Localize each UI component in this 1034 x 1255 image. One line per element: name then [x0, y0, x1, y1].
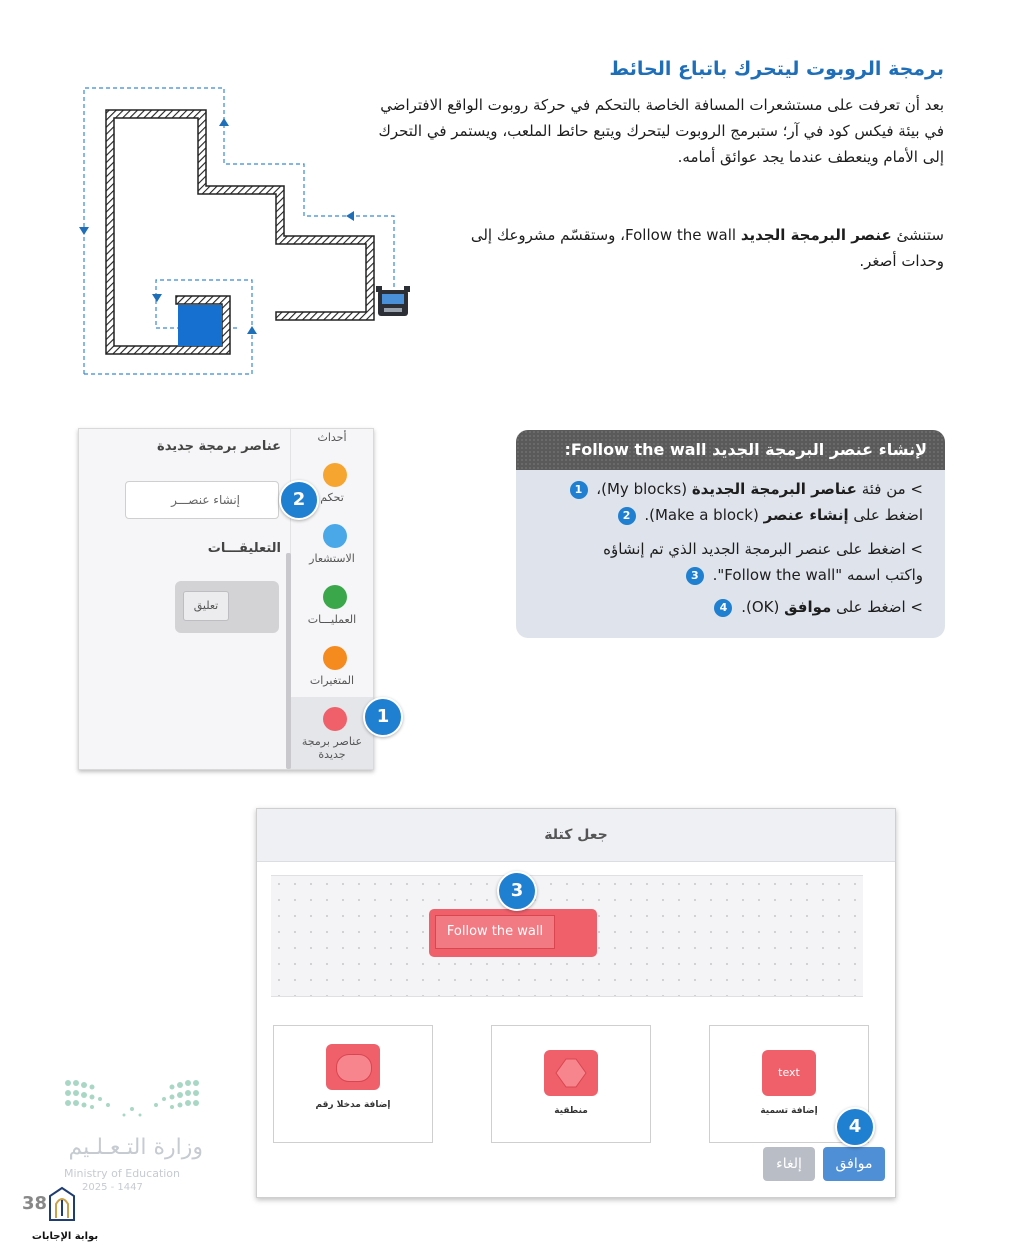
step-3-text: واكتب اسمه "Follow the wall". — [712, 566, 923, 584]
instruction-paragraph — [424, 222, 944, 274]
step-3-line-1 — [528, 536, 923, 562]
section-title: برمجة الروبوت ليتحرك باتباع الحائط — [609, 58, 944, 80]
category-sensing-dot[interactable] — [323, 524, 347, 548]
step-1-bold: عناصر البرمجة الجديدة — [691, 480, 857, 498]
step-4-suffix: (OK). — [741, 598, 785, 616]
category-events-label[interactable]: أحداث — [317, 431, 347, 444]
step-1 — [528, 476, 923, 502]
text-label-icon: text — [762, 1050, 816, 1096]
step-2-bold: إنشاء عنصر — [763, 506, 849, 524]
step-2-suffix: (Make a block). — [644, 506, 764, 524]
boolean-input-icon — [544, 1050, 598, 1096]
ministry-dots-icon — [58, 1075, 208, 1135]
category-operators-label[interactable]: العمليـــات — [307, 613, 357, 626]
step-number-badge: 3 — [686, 567, 704, 585]
path-arrow-up-inner — [247, 326, 257, 334]
path-arrow-down — [79, 227, 89, 235]
para2-text-b: Follow the wall، وستقسّم مشروعك إلى وحدات أصغر. — [470, 226, 944, 270]
step-3-prefix: > اضغط على عنصر البرمجة الجديد الذي تم إنشاؤه — [603, 540, 923, 558]
steps-header — [516, 430, 945, 470]
dialog-title: جعل كتلة — [544, 827, 608, 843]
maze-wall — [106, 110, 374, 354]
category-operators-dot[interactable] — [323, 585, 347, 609]
step-1-suffix: (My blocks)، — [596, 480, 692, 498]
steps-panel — [516, 430, 945, 638]
add-label-label: إضافة تسمية — [760, 1106, 818, 1116]
comments-heading: التعليقـــات — [207, 541, 281, 556]
site-logo-icon — [44, 1186, 80, 1228]
scrollbar[interactable] — [286, 553, 291, 769]
robot-icon — [376, 286, 410, 316]
add-boolean-label: منطقية — [554, 1106, 588, 1116]
number-input-icon — [326, 1044, 380, 1090]
step-number-badge: 2 — [618, 507, 636, 525]
category-control-label[interactable]: تحكم — [320, 491, 344, 504]
para2-text-a: ستنشئ — [891, 226, 944, 244]
callout-2: 2 — [279, 480, 319, 520]
add-number-input-option[interactable] — [273, 1025, 433, 1143]
make-block-dialog — [256, 808, 896, 1198]
add-number-input-label: إضافة مدخلا رقم — [315, 1100, 391, 1110]
ministry-name-ar: وزارة التـعـلـيم — [68, 1135, 203, 1160]
callout-4: 4 — [835, 1107, 875, 1147]
para2-bold: عنصر البرمجة الجديد — [740, 226, 892, 244]
make-block-label: إنشاء عنصـــر — [171, 493, 240, 507]
make-block-button[interactable] — [125, 481, 279, 519]
path-arrow-left — [346, 211, 354, 221]
step-number-badge: 1 — [570, 481, 588, 499]
ok-button[interactable]: موافق — [823, 1147, 885, 1181]
category-variables-label[interactable]: المتغيرات — [309, 674, 355, 687]
add-boolean-option[interactable] — [491, 1025, 651, 1143]
comment-block-label: تعليق — [183, 591, 229, 621]
category-my-blocks-label[interactable]: عناصر برمجة جديدة — [301, 735, 363, 761]
comment-block[interactable] — [175, 581, 279, 633]
step-4-prefix: > اضغط على — [831, 598, 923, 616]
cancel-button[interactable]: إلغاء — [763, 1147, 815, 1181]
category-control-dot[interactable] — [323, 463, 347, 487]
step-number-badge: 4 — [714, 599, 732, 617]
custom-block[interactable] — [429, 909, 597, 957]
site-logo-text: بوابة الإجابات — [31, 1231, 99, 1242]
category-sensing-label[interactable]: الاستشعار — [309, 552, 355, 565]
step-2 — [528, 502, 923, 528]
path-arrow-down-inner — [152, 294, 162, 302]
step-3-line-2 — [528, 562, 923, 588]
page-number: 38 — [22, 1193, 48, 1214]
step-4-bold: موافق — [784, 598, 832, 616]
maze-diagram — [78, 84, 418, 380]
intro-paragraph: بعد أن تعرفت على مستشعرات المسافة الخاصة بالتحكم في حركة روبوت الواقع الافتراضي في بيئة فيكس كود في آر؛ ستبرمج الروبوت ليتحرك ويتبع حائط الملعب، ويستمر في التحرك إلى الأمام وينعطف عندما يجد عوائق أمامه. — [378, 96, 944, 166]
step-1-prefix: > من فئة — [856, 480, 923, 498]
block-name-input[interactable]: Follow the wall — [435, 915, 555, 949]
steps-header-text: لإنشاء عنصر البرمجة الجديد Follow the wall: — [564, 440, 927, 459]
ministry-year: 2025 - 1447 — [82, 1182, 143, 1193]
step-2-prefix: اضغط على — [848, 506, 923, 524]
callout-1: 1 — [363, 697, 403, 737]
ministry-logo — [58, 1075, 208, 1195]
category-my-blocks-dot[interactable] — [323, 707, 347, 731]
robot-path-outer — [84, 88, 394, 374]
block-preview-canvas — [271, 875, 863, 997]
palette-title: عناصر برمجة جديدة — [157, 439, 281, 454]
category-variables-dot[interactable] — [323, 646, 347, 670]
blocks-palette — [78, 428, 374, 770]
callout-3: 3 — [497, 871, 537, 911]
goal-block — [178, 305, 222, 346]
path-arrow-up — [219, 118, 229, 126]
dialog-header — [257, 809, 895, 862]
ministry-name-en: Ministry of Education — [64, 1167, 181, 1180]
step-4 — [528, 594, 923, 620]
